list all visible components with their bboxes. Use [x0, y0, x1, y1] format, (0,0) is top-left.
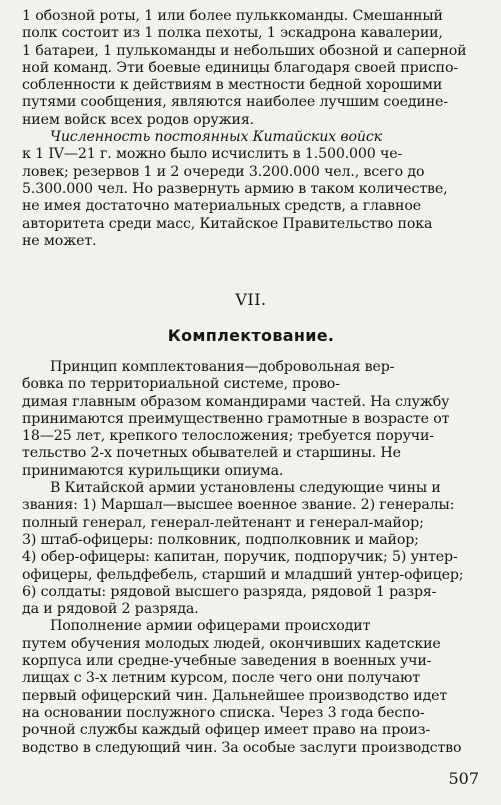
text-line: полный генерал, генерал-лейтенант и генерал-майор; [22, 514, 424, 531]
text-line: полк состоит из 1 полка пехоты, 1 эскадрона кавалерии, [22, 25, 443, 42]
text-line: 4) обер-офицеры: капитан, поручик, подпоручик; 5) унтер- [22, 549, 458, 566]
text-line: звания: 1) Маршал—высшее военное звание. 2) генералы: [22, 497, 455, 514]
text-line: не имея достаточно материальных средств, а главное [22, 198, 421, 215]
text-line: путями сообщения, являются наиболее лучшим соедине- [22, 94, 448, 111]
text-line: принимаются преимущественно грамотные в возрасте от [22, 410, 450, 427]
text-line: тельство 2-х почетных обывателей и старшины. Не [22, 445, 401, 462]
text-line: 3) штаб-офицеры: полковник, подполковник и майор; [22, 531, 419, 548]
text-line: ловек; резервов 1 и 2 очереди 3.200.000 чел., всего до [22, 163, 425, 180]
text-line-spaced: Принцип комплектования—добровольная вер- [50, 359, 395, 375]
text-line: 5.300.000 чел. Но развернуть армию в таком количестве, [22, 180, 448, 197]
text-line: лищах с 3-х летним курсом, после чего они получают [22, 670, 420, 687]
text-line: 6) солдаты: рядовой высшего разряда, рядовой 1 разря- [22, 583, 437, 600]
chapter-title: Комплектование. [167, 326, 335, 345]
italic-lead-line: Численность постоянных Китайских войск [50, 129, 383, 146]
text-line: офицеры, фельдфебель, старший и младший унтер-офицер; [22, 566, 464, 583]
text-line: 1 батареи, 1 пулькоманды и небольших обозной и саперной [22, 42, 467, 59]
text-line: рочной службы каждый офицер имеет право на произ- [22, 722, 431, 739]
text-section-top [22, 8, 480, 250]
text-line: димая главным образом командирами частей. На службу [22, 393, 450, 410]
page-number: 507 [448, 769, 479, 788]
paragraph-regiment-composition [22, 8, 480, 129]
text-line: В Китайской армии установлены следующие чины и [50, 480, 441, 497]
paragraph-recruitment-principle [22, 359, 480, 480]
chapter-number: VII. [235, 290, 267, 309]
text-line: к 1 IV—21 г. можно было исчислить в 1.500.000 че- [22, 146, 403, 163]
paragraph-ranks [22, 480, 480, 618]
text-line: корпуса или средне-учебные заведения в военных учи- [22, 653, 432, 670]
text-line: авторитета среди масс, Китайское Правительство пока [22, 215, 433, 232]
text-line: не может. [22, 232, 97, 249]
text-line: водство в следующий чин. За особые заслуги производство [22, 739, 462, 756]
text-line-spaced: Пополнение армии офицерами происходит [50, 618, 371, 635]
text-line: на основании послужного списка. Через 3 года беспо- [22, 704, 425, 721]
text-line: да и рядовой 2 разряда. [22, 601, 199, 618]
text-line: путем обучения молодых людей, окончивших кадетские [22, 635, 441, 652]
text-line: первый офицерский чин. Дальнейшее производство идет [22, 687, 448, 704]
text-line: ной команд. Эти боевые единицы благодаря своей приспо- [22, 59, 459, 76]
document-page [22, 8, 480, 788]
text-line: 1 обозной роты, 1 или более пульккоманды. Смешанный [22, 8, 443, 24]
paragraph-officer-replenishment [22, 618, 480, 756]
paragraph-army-strength [22, 129, 480, 250]
text-section-body [22, 359, 480, 757]
text-line: принимаются курильщики опиума. [22, 462, 284, 479]
text-line: нием войск всех родов оружия. [22, 111, 254, 128]
text-line: 18—25 лет, крепкого телосложения; требуется поручи- [22, 428, 434, 445]
text-line: собленности к действиям в местности бедной хорошими [22, 77, 443, 94]
text-line-spaced: бовка по территориальной системе, прово- [22, 376, 340, 393]
